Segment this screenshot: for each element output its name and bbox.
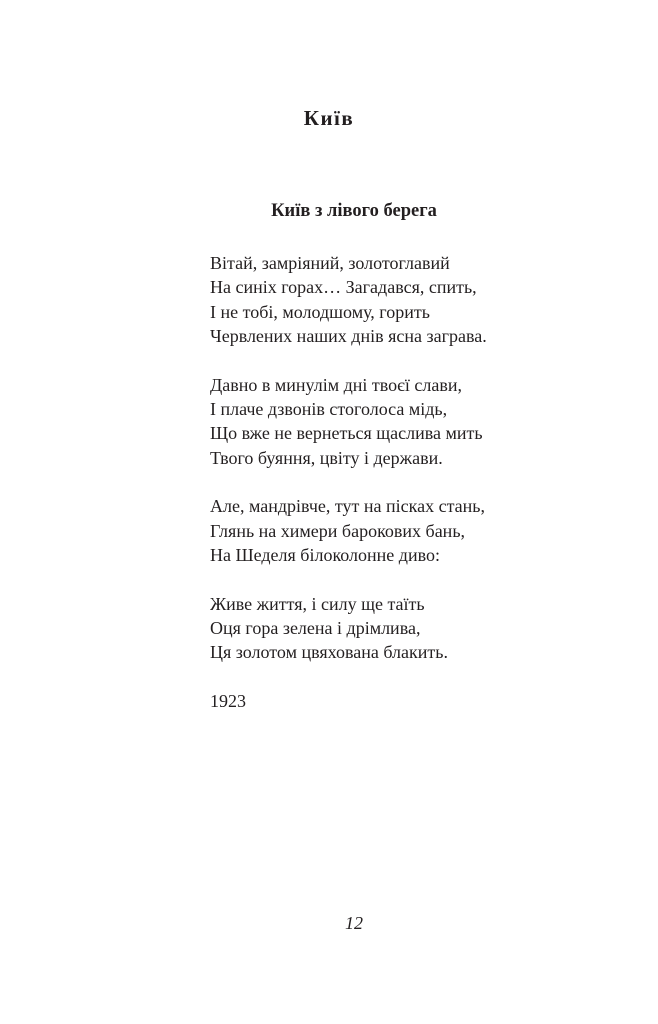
poem-line: Але, мандрівче, тут на пісках стань, [210,496,485,517]
stanza-2 [210,373,630,470]
stanza-4 [210,592,630,665]
poem-body [210,251,630,713]
poem-line: Червлених наших днів ясна заграва. [210,325,487,346]
poem-line: Живе життя, і силу ще таїть [210,593,425,614]
poem-line: І не тобі, молодшому, горить [210,301,430,322]
stanza-1 [210,251,630,348]
poem-line: Ця золотом цвяхована блакить. [210,642,448,663]
poem-line: Вітай, замріяний, золотоглавий [210,253,450,273]
poem-line: І плаче дзвонів стоголоса мідь, [210,398,448,419]
poem-line: Твого буяння, цвіту і держави. [210,447,443,468]
poem-line: Оця гора зелена і дрімлива, [210,618,421,639]
poem-line: Давно в минулім дні твоєї слави, [210,374,462,395]
poem-line: На Шеделя білоколонне диво: [210,544,440,565]
poem-year: 1923 [210,691,246,712]
poem-title: Київ з лівого берега [271,201,437,221]
stanza-3 [210,494,630,567]
poem-line: Глянь на химери барокових бань, [210,520,466,541]
poem-line: На синіх горах… Загадався, спить, [210,277,477,298]
page-number: 12 [345,913,363,933]
poem-line: Що вже не вернеться щаслива мить [210,423,483,444]
section-title: Київ [303,106,355,130]
